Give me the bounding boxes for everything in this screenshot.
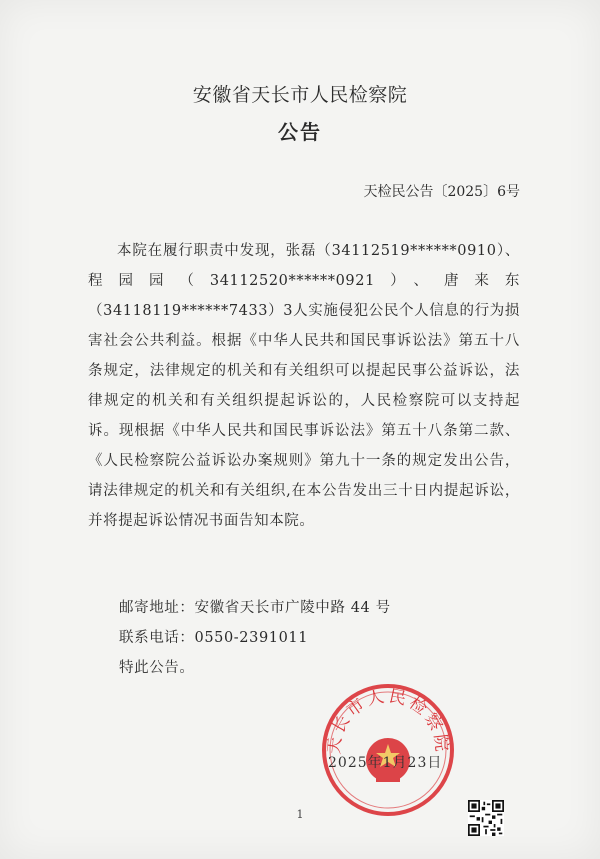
issue-date: 2025年1月23日 bbox=[328, 755, 443, 771]
contact-phone: 联系电话：0550-2391011 bbox=[119, 630, 309, 646]
announcement-paragraph: 本院在履行职责中发现，张磊（34112519******0910）、程园园（34112520******0921）、唐来东（34118119******7433）3人实施侵犯公民个人信息的行为损害社会公共利益。根据《中华人民共和国民事诉讼法》第五十八条规定，法律规定的机关和有关组织可以提起民事公益诉讼，法律规定的机关和有关组织提起诉讼的，人民检察院可以支持起诉。现根据《中华人民共和国民事诉讼法》第五十八条第二款、《人民检察院公益诉讼办案规则》第九十一条的规定发出公告，请法律规定的机关和有关组织,在本公告发出三十日内提起诉讼，并将提起诉讼情况书面告知本院。 bbox=[88, 243, 520, 529]
official-seal bbox=[318, 680, 458, 820]
mailing-address: 邮寄地址：安徽省天长市广陵中路 44 号 bbox=[119, 600, 391, 616]
page-title: 公告 bbox=[278, 120, 322, 144]
page-number: 1 bbox=[296, 808, 304, 821]
seal-text: 天长市人民检察院 bbox=[324, 686, 452, 756]
issuing-organization: 安徽省天长市人民检察院 bbox=[192, 84, 408, 106]
document-number: 天检民公告〔2025〕6号 bbox=[363, 184, 520, 200]
qr-code-icon bbox=[468, 800, 504, 836]
closing-statement: 特此公告。 bbox=[119, 660, 195, 676]
